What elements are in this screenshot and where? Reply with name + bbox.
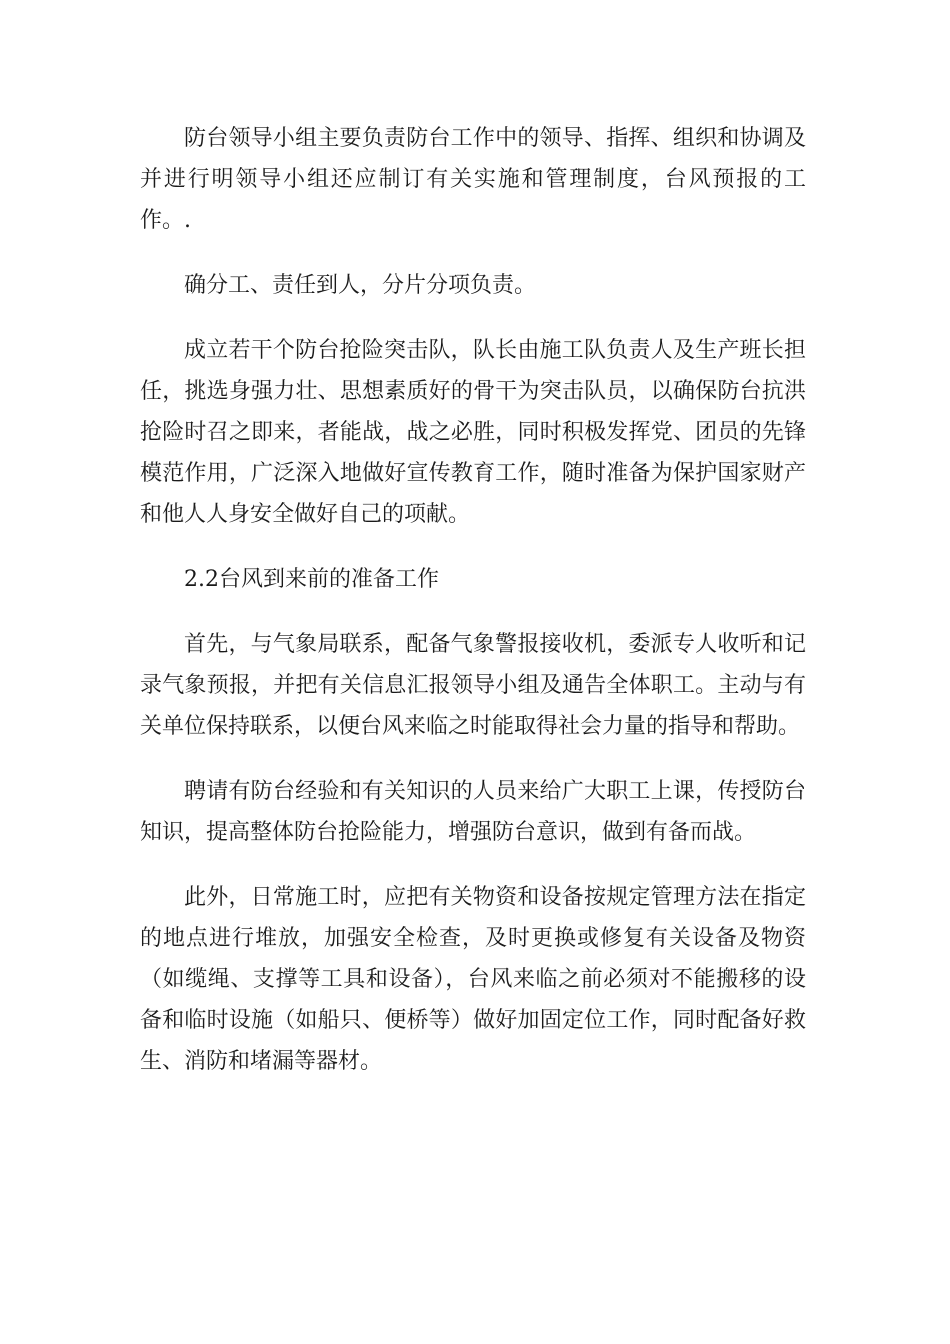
paragraph-equipment-storage: 此外，日常施工时，应把有关物资和设备按规定管理方法在指定的地点进行堆放，加强安全检查，及时更换或修复有关设备及物资（如缆绳、支撑等工具和设备），台风来临之前必须对不能搬移的设备和临时设施（如船只、便桥等）做好加固定位工作，同时配备好救生、消防和堵漏等器材。 [140,885,806,1074]
paragraph-weather-contact: 首先，与气象局联系，配备气象警报接收机，委派专人收听和记录气象预报，并把有关信息汇报领导小组及通告全体职工。主动与有关单位保持联系，以便台风来临之时能取得社会力量的指导和帮助。 [140,632,806,739]
paragraph-leadership-duties: 防台领导小组主要负责防台工作中的领导、指挥、组织和协调及并进行明领导小组还应制订有关实施和管理制度，台风预报的工作。. [140,126,806,233]
document-body [140,118,806,1106]
paragraph-training: 聘请有防台经验和有关知识的人员来给广大职工上课，传授防台知识，提高整体防台抢险能力，增强防台意识，做到有备而战。 [140,779,806,845]
paragraph-rescue-teams: 成立若干个防台抢险突击队，队长由施工队负责人及生产班长担任，挑选身强力壮、思想素质好的骨干为突击队员，以确保防台抗洪抢险时召之即来，者能战，战之必胜，同时积极发挥党、团员的先锋模范作用，广泛深入地做好宣传教育工作，随时准备为保护国家财产和他人人身安全做好自己的项献。 [140,338,806,527]
section-heading-preparation: 2.2台风到来前的准备工作 [184,567,439,592]
paragraph-division-of-labor: 确分工、责任到人，分片分项负责。 [184,273,537,298]
